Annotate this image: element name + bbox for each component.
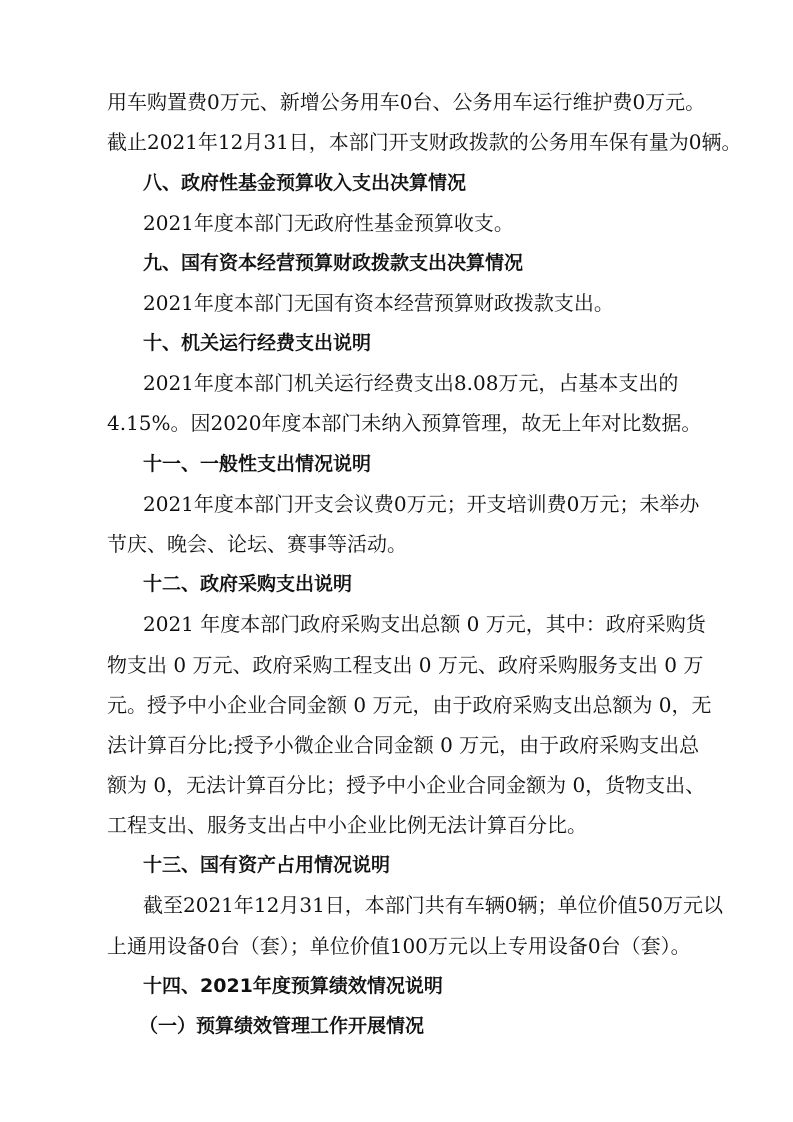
body-line: 2021年度本部门无政府性基金预算收支。 — [143, 211, 514, 235]
body-line: 额为 0，无法计算百分比；授予中小企业合同金额为 0，货物支出、 — [107, 773, 706, 797]
body-line: 元。授予中小企业合同金额 0 万元，由于政府采购支出总额为 0，无 — [107, 693, 712, 717]
subsection-heading: （一）预算绩效管理工作开展情况 — [139, 1015, 425, 1037]
section-heading: 十三、国有资产占用情况说明 — [143, 854, 391, 876]
section-heading: 十、机关运行经费支出说明 — [143, 332, 372, 354]
section-heading: 十四、2021年度预算绩效情况说明 — [143, 975, 443, 997]
section-heading: 十一、一般性支出情况说明 — [143, 453, 372, 475]
body-line: 2021年度本部门机关运行经费支出8.08万元，占基本支出的 — [143, 371, 679, 395]
section-heading: 九、国有资本经营预算财政拨款支出决算情况 — [143, 252, 524, 274]
section-heading: 十二、政府采购支出说明 — [143, 573, 353, 595]
section-heading: 八、政府性基金预算收入支出决算情况 — [143, 172, 467, 194]
body-line: 截至2021年12月31日，本部门共有车辆0辆；单位价值50万元以 — [143, 893, 723, 917]
body-line: 节庆、晚会、论坛、赛事等活动。 — [107, 532, 407, 556]
body-line: 2021年度本部门开支会议费0万元；开支培训费0万元；未举办 — [143, 492, 700, 516]
body-line: 2021 年度本部门政府采购支出总额 0 万元，其中：政府采购货 — [143, 612, 706, 636]
body-line: 物支出 0 万元、政府采购工程支出 0 万元、政府采购服务支出 0 万 — [107, 653, 704, 677]
body-line: 2021年度本部门无国有资本经营预算财政拨款支出。 — [143, 291, 614, 315]
body-line: 用车购置费0万元、新增公务用车0台、公务用车运行维护费0万元。 — [107, 90, 706, 114]
body-line: 上通用设备0台（套）；单位价值100万元以上专用设备0台（套）。 — [107, 934, 691, 958]
body-line: 法计算百分比;授予小微企业合同金额 0 万元，由于政府采购支出总 — [107, 733, 700, 757]
body-line: 工程支出、服务支出占中小企业比例无法计算百分比。 — [107, 813, 587, 837]
body-line: 4.15%。因2020年度本部门未纳入预算管理，故无上年对比数据。 — [107, 411, 702, 435]
body-line: 截止2021年12月31日，本部门开支财政拨款的公务用车保有量为0辆。 — [107, 130, 742, 154]
